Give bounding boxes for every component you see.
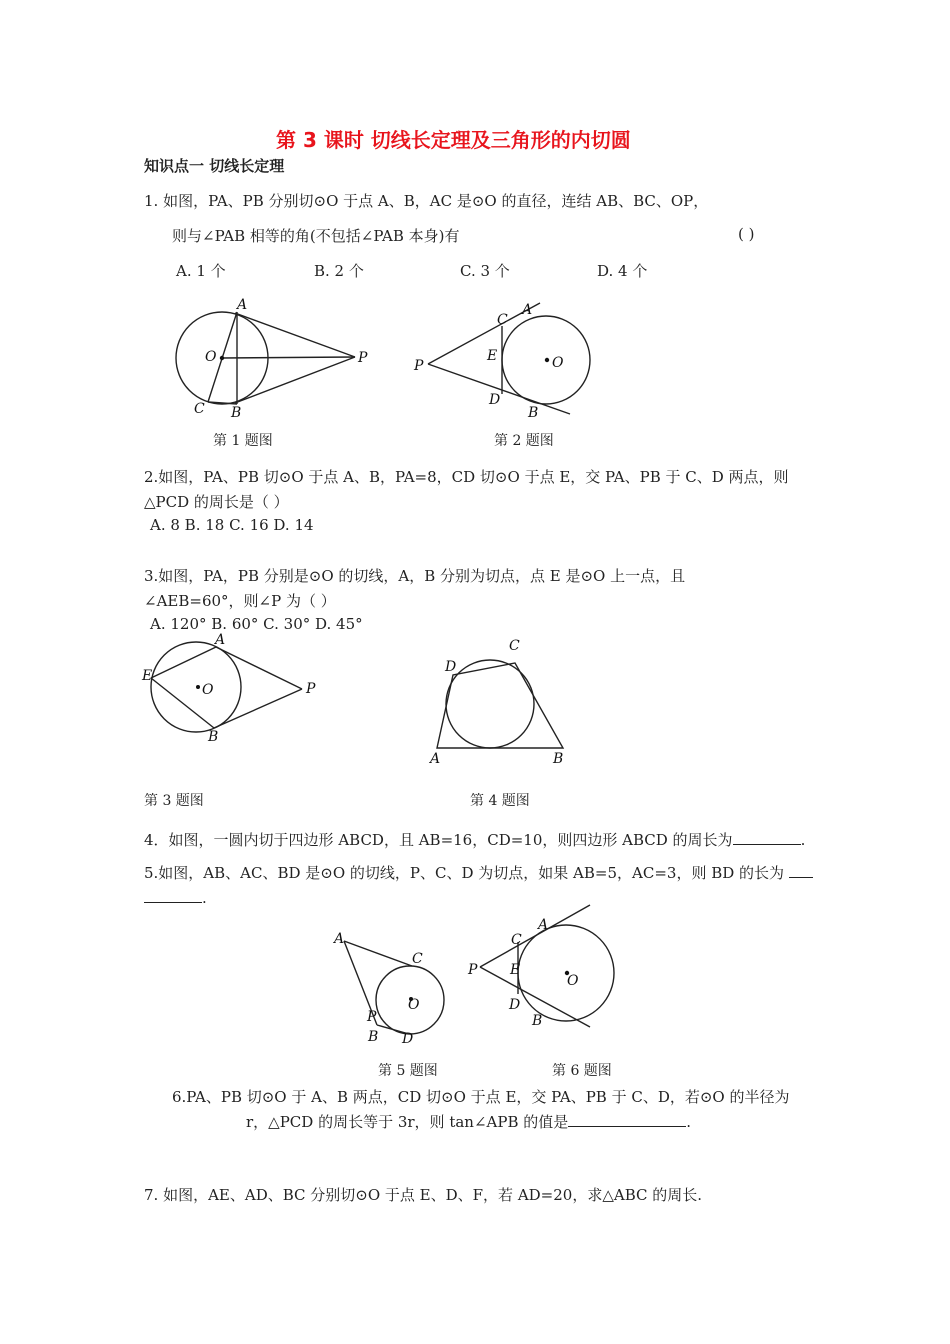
q5-text-cont: . — [144, 888, 207, 907]
fig2-label-p: P — [414, 358, 424, 374]
q5-answer-blank-part1[interactable] — [789, 863, 813, 878]
fig5-label-c: C — [412, 951, 423, 967]
figure-5 — [330, 928, 455, 1048]
q3-line1: 3.如图，PA，PB 分别是⊙O 的切线，A，B 分别为切点，点 E 是⊙O 上一点，且 — [144, 567, 686, 585]
fig2-caption: 第 2 题图 — [494, 433, 554, 449]
fig1-label-a: A — [237, 297, 248, 313]
figure-6 — [465, 905, 630, 1030]
fig3-tangent-pa — [216, 647, 302, 689]
q4-text: 4．如图，一圆内切于四边形 ABCD，且 AB=16，CD=10，则四边形 ABCD 的周长为 . — [144, 831, 806, 849]
figure-2 — [410, 300, 610, 425]
figure-3 — [140, 632, 330, 747]
fig6-label-b: B — [532, 1013, 543, 1029]
fig2-label-d: D — [489, 392, 501, 408]
fig6-tangent-pa — [480, 905, 590, 967]
fig5-caption: 第 5 题图 — [378, 1063, 438, 1079]
fig2-label-o: O — [552, 355, 564, 371]
fig5-label-o: O — [408, 997, 420, 1013]
q1-option-a: A. 1 个 — [176, 262, 226, 280]
fig6-label-e: E — [510, 962, 521, 978]
fig3-label-b: B — [208, 729, 219, 745]
fig5-label-a: A — [334, 931, 345, 947]
q6-line1: 6.PA、PB 切⊙O 于 A、B 两点，CD 切⊙O 于点 E，交 PA、PB 于 C、D，若⊙O 的半径为 — [172, 1088, 790, 1106]
q4-answer-blank[interactable] — [733, 830, 801, 845]
fig3-label-p: P — [306, 681, 316, 697]
q1-line1: 1. 如图，PA、PB 分别切⊙O 于点 A、B，AC 是⊙O 的直径，连结 AB、BC、OP， — [144, 192, 709, 210]
q5-question: 5.如图，AB、AC、BD 是⊙O 的切线，P、C、D 为切点，如果 AB=5，AC=3，则 BD 的长为 — [144, 864, 785, 882]
fig1-label-c: C — [194, 401, 205, 417]
figure-1 — [165, 295, 395, 425]
fig6-label-d: D — [509, 997, 521, 1013]
q2-line2: △PCD 的周长是（ ） — [144, 493, 289, 511]
fig1-segment-op — [222, 357, 355, 358]
q1-answer-paren: ( ) — [738, 225, 755, 243]
fig1-tangent-pa — [235, 313, 355, 357]
fig5-label-b: B — [368, 1029, 379, 1045]
q6-question: r，△PCD 的周长等于 3r，则 tan∠APB 的值是 — [246, 1113, 569, 1131]
fig2-label-b: B — [528, 405, 539, 421]
fig1-caption: 第 1 题图 — [213, 433, 273, 449]
fig1-label-o: O — [205, 349, 217, 365]
fig6-label-o: O — [567, 973, 579, 989]
q2-line1: 2.如图，PA、PB 切⊙O 于点 A、B，PA=8，CD 切⊙O 于点 E，交 PA、PB 于 C、D 两点，则 — [144, 468, 789, 486]
q5-answer-blank-part2[interactable] — [144, 888, 202, 903]
fig2-label-a: A — [522, 302, 533, 318]
fig1-label-b: B — [231, 405, 242, 421]
q7-text: 7. 如图，AE、AD、BC 分别切⊙O 于点 E、D、F，若 AD=20，求△ABC 的周长. — [144, 1186, 703, 1204]
fig6-label-p: P — [468, 962, 478, 978]
fig5-label-p: P — [367, 1009, 377, 1025]
q1-option-d: D. 4 个 — [597, 262, 648, 280]
fig2-label-e: E — [487, 348, 498, 364]
q6-line2: r，△PCD 的周长等于 3r，则 tan∠APB 的值是 . — [246, 1113, 692, 1131]
fig4-label-c: C — [509, 638, 520, 654]
fig1-tangent-pb — [235, 357, 355, 403]
fig4-label-d: D — [445, 659, 457, 675]
fig4-label-a: A — [430, 751, 441, 767]
fig3-center-dot — [196, 685, 200, 689]
fig4-caption: 第 4 题图 — [470, 793, 530, 809]
fig6-caption: 第 6 题图 — [552, 1063, 612, 1079]
page-title: 第 3 课时 切线长定理及三角形的内切圆 — [276, 128, 631, 152]
fig3-label-a: A — [215, 632, 226, 648]
fig4-label-b: B — [553, 751, 564, 767]
fig4-incircle — [446, 660, 534, 748]
q6-answer-blank[interactable] — [568, 1112, 686, 1127]
fig3-caption: 第 3 题图 — [144, 793, 204, 809]
fig5-label-d: D — [402, 1031, 414, 1047]
fig2-center-dot — [545, 358, 549, 362]
fig3-tangent-pb — [214, 689, 302, 728]
q1-option-c: C. 3 个 — [460, 262, 510, 280]
fig5-tangent-ac — [344, 941, 412, 966]
q1-option-b: B. 2 个 — [314, 262, 364, 280]
fig6-label-c: C — [511, 932, 522, 948]
figure-4 — [425, 635, 585, 770]
q3-options: A. 120° B. 60° C. 30° D. 45° — [150, 615, 363, 633]
fig1-label-p: P — [358, 350, 368, 366]
q1-line2: 则与∠PAB 相等的角(不包括∠PAB 本身)有 — [172, 227, 460, 245]
q4-question: 4．如图，一圆内切于四边形 ABCD，且 AB=16，CD=10，则四边形 ABCD 的周长为 — [144, 831, 733, 849]
q2-options: A. 8 B. 18 C. 16 D. 14 — [150, 516, 314, 534]
fig1-center-dot — [220, 356, 224, 360]
fig3-label-o: O — [202, 682, 214, 698]
q3-line2: ∠AEB=60°，则∠P 为（ ） — [144, 592, 336, 610]
fig3-chord-ea — [151, 647, 216, 678]
section-heading: 知识点一 切线长定理 — [144, 157, 285, 175]
fig2-label-c: C — [497, 312, 508, 328]
q5-text — [144, 862, 813, 883]
fig3-label-e: E — [142, 668, 153, 684]
fig6-label-a: A — [538, 917, 549, 933]
